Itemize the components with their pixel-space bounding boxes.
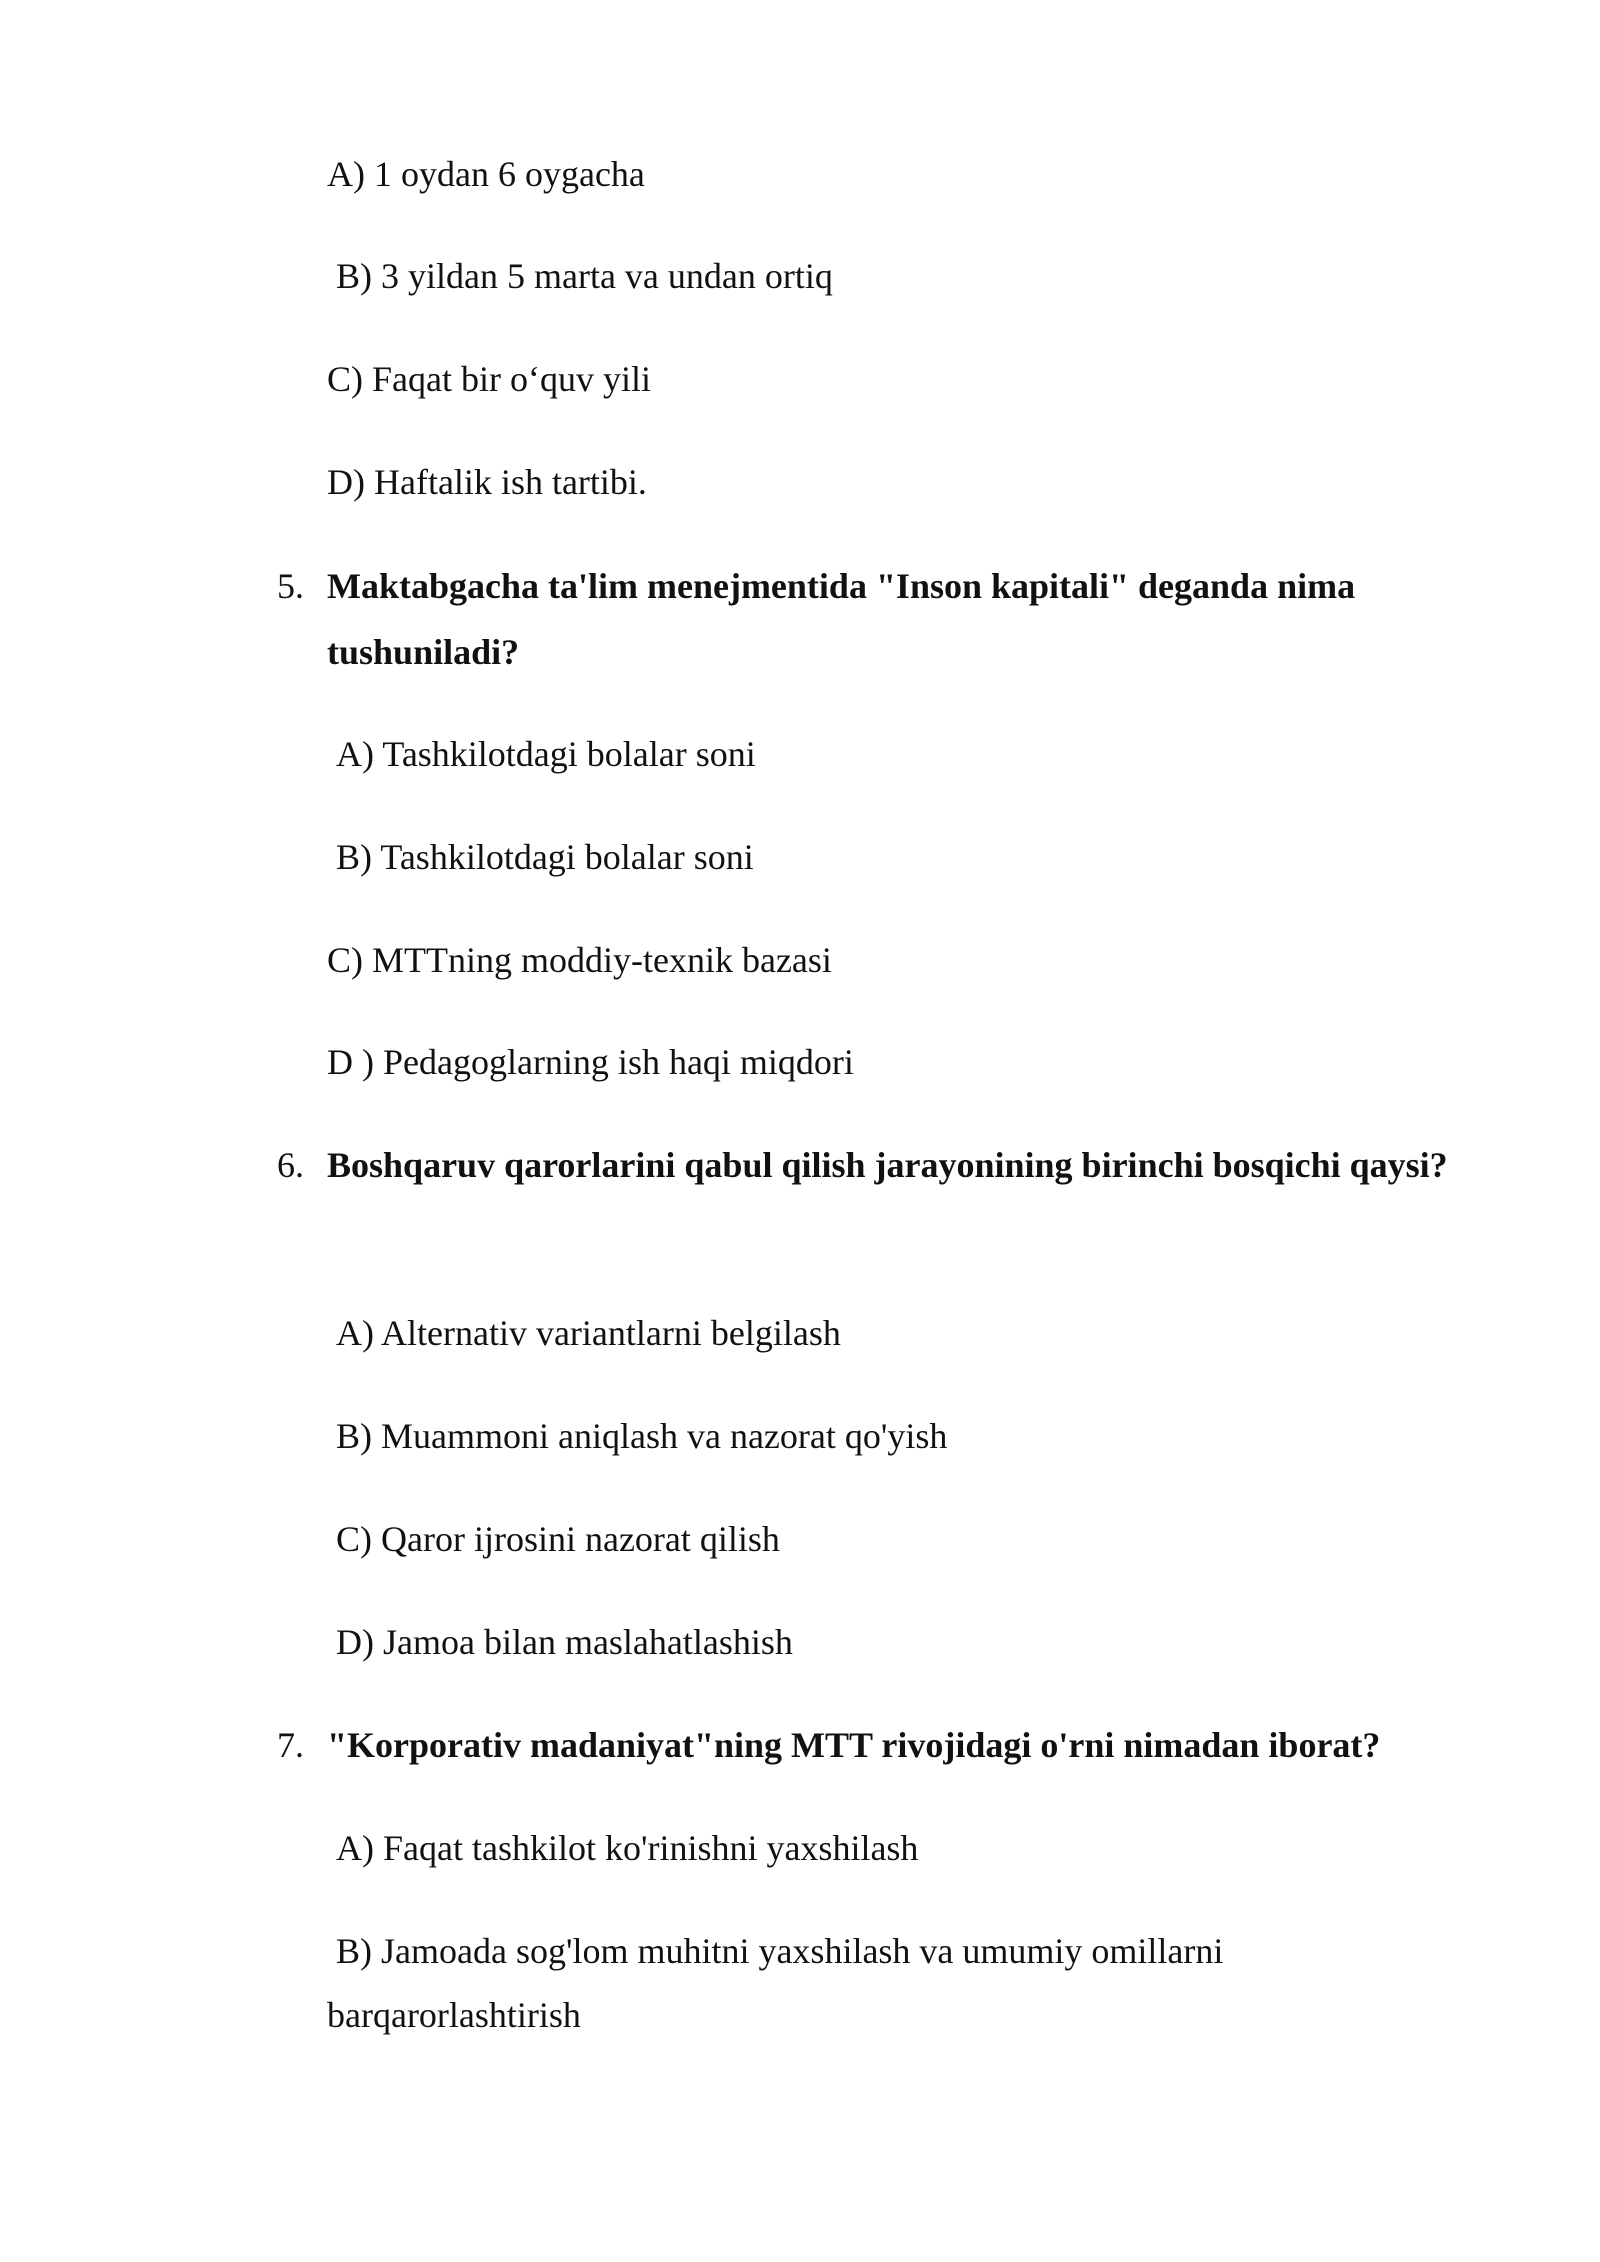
answer-option: C) MTTning moddiy-texnik bazasi xyxy=(327,940,832,980)
answer-option: C) Qaror ijrosini nazorat qilish xyxy=(336,1519,780,1559)
question-number: 6. xyxy=(277,1145,304,1185)
question-text: Maktabgacha ta'lim menejmentida "Inson kapitali" deganda nima tushuniladi? xyxy=(327,566,1356,672)
question-text: Boshqaruv qarorlarini qabul qilish jarayonining birinchi bosqichi qaysi? xyxy=(327,1145,1448,1185)
answer-option: D ) Pedagoglarning ish haqi miqdori xyxy=(327,1042,854,1082)
answer-option: B) 3 yildan 5 marta va undan ortiq xyxy=(336,256,833,296)
answer-option: B) Tashkilotdagi bolalar soni xyxy=(336,837,754,877)
answer-option: B) Jamoada sog'lom muhitni yaxshilash va umumiy omillarni xyxy=(336,1931,1224,1971)
question-number: 5. xyxy=(277,566,304,606)
answer-option: A) 1 oydan 6 oygacha xyxy=(327,154,645,194)
question-number: 7. xyxy=(277,1725,304,1765)
answer-option: A) Tashkilotdagi bolalar soni xyxy=(336,734,756,774)
answer-option: D) Haftalik ish tartibi. xyxy=(327,462,647,502)
question-text: "Korporativ madaniyat"ning MTT rivojidagi o'rni nimadan iborat? xyxy=(327,1725,1381,1765)
answer-option: B) Muammoni aniqlash va nazorat qo'yish xyxy=(336,1416,948,1456)
answer-option: D) Jamoa bilan maslahatlashish xyxy=(336,1622,793,1662)
answer-option-continuation: barqarorlashtirish xyxy=(327,1995,581,2035)
answer-option: C) Faqat bir o‘quv yili xyxy=(327,359,651,399)
answer-option: A) Alternativ variantlarni belgilash xyxy=(336,1313,841,1353)
answer-option: A) Faqat tashkilot ko'rinishni yaxshilash xyxy=(336,1828,919,1868)
